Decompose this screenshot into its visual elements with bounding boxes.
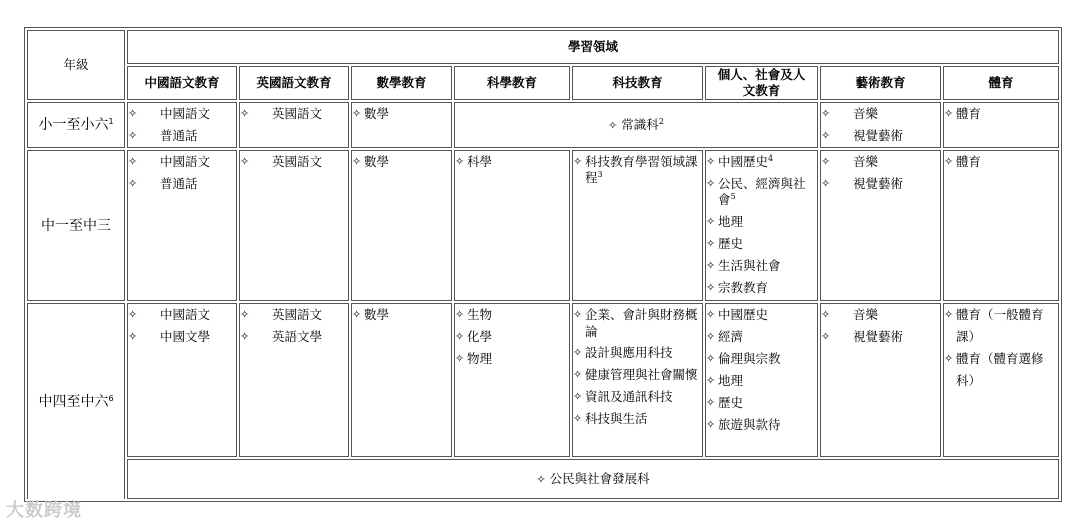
bullet-icon: ✧ — [128, 129, 138, 142]
grade-label: 小一至小六 — [38, 117, 109, 133]
subject-label: 英國語文 — [272, 307, 323, 322]
subject-label: 地理 — [718, 214, 744, 229]
subject-label: 中國語文 — [160, 307, 211, 322]
list-item — [706, 326, 817, 348]
subject-label: 體育 — [956, 106, 982, 121]
footnote-marker: 3 — [597, 169, 603, 179]
subject-label: 視覺藝術 — [853, 128, 904, 143]
subject-label: 設計與應用科技 — [585, 345, 673, 360]
list-item — [706, 348, 817, 370]
row-s4-s6-common — [27, 459, 1059, 499]
cell-s4-s6-pe — [943, 303, 1059, 457]
subject-label: 科技與生活 — [585, 411, 648, 426]
cell-s1-s3-arts — [820, 150, 941, 301]
subject-label: 公民與社會發展科 — [549, 470, 650, 486]
list-item — [944, 304, 1058, 348]
subject-label: 中國語文 — [160, 154, 211, 169]
subject-label: 生活與社會 — [718, 258, 781, 273]
header-row-1 — [27, 30, 1059, 64]
list-item — [706, 151, 817, 173]
header-row-2 — [27, 66, 1059, 100]
list-item — [944, 348, 1058, 392]
bullet-icon: ✧ — [573, 155, 583, 168]
cell-s1-s3-science — [454, 150, 570, 301]
grade-label: 中一至中三 — [41, 217, 111, 234]
bullet-icon: ✧ — [821, 177, 831, 190]
list-item — [706, 277, 817, 299]
area-header-technology: 科技教育 — [572, 66, 703, 100]
subject-label: 生物 — [467, 307, 493, 322]
bullet-icon: ✧ — [573, 390, 583, 403]
cell-s1-s3-chinese — [127, 150, 237, 301]
bullet-icon: ✧ — [455, 330, 465, 343]
subject-label: 企業、會計與財務概論 — [585, 307, 698, 339]
grade-cell-s4-s6 — [27, 303, 125, 499]
cell-s4-s6-math — [351, 303, 452, 457]
bullet-icon: ✧ — [573, 368, 583, 381]
bullet-icon: ✧ — [455, 352, 465, 365]
bullet-icon: ✧ — [706, 177, 716, 190]
cell-primary-pe — [943, 102, 1059, 148]
cell-s4-s6-pshe — [705, 303, 818, 457]
list-item — [352, 103, 451, 125]
bullet-icon: ✧ — [128, 177, 138, 190]
footnote-marker: 1 — [108, 116, 114, 126]
bullet-icon: ✧ — [706, 215, 716, 228]
watermark-logo — [6, 496, 82, 522]
cell-s1-s3-pe — [943, 150, 1059, 301]
subject-label: 視覺藝術 — [853, 329, 904, 344]
subject-label: 常識科 — [621, 116, 659, 132]
cell-s4-s6-science — [454, 303, 570, 457]
list-item — [821, 125, 940, 147]
list-item — [706, 414, 817, 436]
subject-label: 數學 — [364, 307, 390, 322]
bullet-icon: ✧ — [240, 155, 250, 168]
footnote-marker: 6 — [108, 393, 114, 403]
bullet-icon: ✧ — [706, 352, 716, 365]
cell-primary-english — [239, 102, 349, 148]
cell-s4-s6-technology — [572, 303, 703, 457]
bullet-icon: ✧ — [706, 155, 716, 168]
subject-label: 中國歷史 — [718, 307, 769, 322]
subject-label: 歷史 — [718, 395, 744, 410]
area-header-pshe-label: 個人、社會及人文教育 — [717, 67, 806, 98]
area-header-english: 英國語文教育 — [239, 66, 349, 100]
list-item — [128, 173, 236, 195]
list-item — [821, 151, 940, 173]
list-item — [706, 233, 817, 255]
list-item — [944, 151, 1058, 173]
list-item — [706, 370, 817, 392]
area-header-chinese: 中國語文教育 — [127, 66, 237, 100]
list-item — [573, 364, 702, 386]
grade-header: 年級 — [27, 30, 125, 100]
cell-s4-s6-chinese — [127, 303, 237, 457]
cell-s4-s6-english — [239, 303, 349, 457]
list-item — [821, 103, 940, 125]
bullet-icon: ✧ — [573, 412, 583, 425]
subject-label: 中國語文 — [160, 106, 211, 121]
list-item — [455, 326, 569, 348]
bullet-icon: ✧ — [240, 107, 250, 120]
list-item — [240, 304, 348, 326]
area-header-science: 科學教育 — [454, 66, 570, 100]
subject-label: 經濟 — [718, 329, 744, 344]
grade-label: 中四至中六 — [38, 393, 109, 410]
subject-label: 英語文學 — [272, 329, 323, 344]
bullet-icon: ✧ — [573, 308, 583, 321]
bullet-icon: ✧ — [608, 118, 618, 132]
cell-s1-s3-math — [351, 150, 452, 301]
bullet-icon: ✧ — [573, 346, 583, 359]
list-item — [128, 125, 236, 147]
area-header-pe: 體育 — [943, 66, 1059, 100]
learning-area-header: 學習領域 — [127, 30, 1059, 64]
subject-label: 普通話 — [160, 128, 198, 143]
cell-primary-chinese — [127, 102, 237, 148]
subject-label: 英國語文 — [272, 106, 323, 121]
footnote-marker: 2 — [658, 116, 664, 126]
list-item — [128, 151, 236, 173]
bullet-icon: ✧ — [944, 308, 954, 321]
subject-label: 英國語文 — [272, 154, 323, 169]
subject-label: 資訊及通訊科技 — [585, 389, 673, 404]
subject-label: 地理 — [718, 373, 744, 388]
subject-label: 宗教教育 — [718, 280, 769, 295]
list-item — [944, 103, 1058, 125]
list-item — [706, 255, 817, 277]
list-item — [240, 326, 348, 348]
bullet-icon: ✧ — [706, 330, 716, 343]
bullet-icon: ✧ — [352, 155, 362, 168]
list-item — [706, 392, 817, 414]
grade-cell-primary — [27, 102, 125, 148]
list-item — [706, 211, 817, 233]
subject-label: 旅遊與款待 — [718, 417, 781, 432]
curriculum-table — [24, 27, 1062, 502]
area-header-arts: 藝術教育 — [820, 66, 941, 100]
list-item — [240, 103, 348, 125]
subject-label: 中國歷史 — [718, 154, 769, 169]
bullet-icon: ✧ — [706, 237, 716, 250]
curriculum-table-wrapper — [24, 27, 1062, 502]
list-item — [352, 304, 451, 326]
watermark-label: 大数跨境 — [6, 500, 82, 521]
bullet-icon: ✧ — [821, 129, 831, 142]
bullet-icon: ✧ — [944, 155, 954, 168]
list-item — [128, 304, 236, 326]
subject-label: 化學 — [467, 329, 493, 344]
subject-label: 健康管理與社會關懷 — [585, 367, 698, 382]
row-s4-s6 — [27, 303, 1059, 457]
footnote-marker: 5 — [730, 191, 736, 201]
bullet-icon: ✧ — [455, 155, 465, 168]
subject-label: 物理 — [467, 351, 493, 366]
subject-label: 科學 — [467, 154, 493, 169]
list-item — [128, 326, 236, 348]
bullet-icon: ✧ — [352, 308, 362, 321]
bullet-icon: ✧ — [240, 330, 250, 343]
row-primary — [27, 102, 1059, 148]
bullet-icon: ✧ — [128, 107, 138, 120]
cell-primary-general-studies — [454, 102, 818, 148]
list-item — [455, 348, 569, 370]
subject-label: 數學 — [364, 154, 390, 169]
bullet-icon: ✧ — [821, 155, 831, 168]
area-header-pshe — [705, 66, 818, 100]
list-item — [455, 151, 569, 173]
subject-label: 倫理與宗教 — [718, 351, 781, 366]
subject-label: 體育（體育選修科） — [956, 351, 1044, 388]
area-header-math: 數學教育 — [351, 66, 452, 100]
list-item — [706, 304, 817, 326]
cell-s1-s3-technology — [572, 150, 703, 301]
bullet-icon: ✧ — [455, 308, 465, 321]
subject-label: 音樂 — [853, 154, 879, 169]
subject-label: 音樂 — [853, 106, 879, 121]
bullet-icon: ✧ — [706, 396, 716, 409]
bullet-icon: ✧ — [352, 107, 362, 120]
subject-label: 數學 — [364, 106, 390, 121]
list-item — [455, 304, 569, 326]
bullet-icon: ✧ — [536, 472, 546, 486]
bullet-icon: ✧ — [944, 352, 954, 365]
bullet-icon: ✧ — [706, 308, 716, 321]
list-item — [821, 326, 940, 348]
subject-label: 音樂 — [853, 307, 879, 322]
list-item — [706, 173, 817, 211]
subject-label: 中國文學 — [160, 329, 211, 344]
list-item — [352, 151, 451, 173]
bullet-icon: ✧ — [821, 308, 831, 321]
subject-label: 普通話 — [160, 176, 198, 191]
list-item — [573, 304, 702, 342]
bullet-icon: ✧ — [706, 418, 716, 431]
cell-primary-arts — [820, 102, 941, 148]
subject-label: 視覺藝術 — [853, 176, 904, 191]
footnote-marker: 4 — [768, 153, 774, 163]
row-s1-s3 — [27, 150, 1059, 301]
list-item — [573, 342, 702, 364]
list-item — [128, 103, 236, 125]
subject-label: 公民、經濟與社會 — [718, 176, 806, 207]
bullet-icon: ✧ — [128, 155, 138, 168]
subject-label: 體育（一般體育課） — [956, 307, 1044, 344]
list-item — [573, 408, 702, 430]
list-item — [821, 304, 940, 326]
bullet-icon: ✧ — [821, 107, 831, 120]
list-item — [821, 173, 940, 195]
list-item — [240, 151, 348, 173]
cell-s1-s3-pshe — [705, 150, 818, 301]
bullet-icon: ✧ — [706, 281, 716, 294]
bullet-icon: ✧ — [128, 330, 138, 343]
bullet-icon: ✧ — [240, 308, 250, 321]
list-item — [573, 386, 702, 408]
cell-primary-math — [351, 102, 452, 148]
cell-s4-s6-arts — [820, 303, 941, 457]
bullet-icon: ✧ — [706, 374, 716, 387]
subject-label: 歷史 — [718, 236, 744, 251]
bullet-icon: ✧ — [128, 308, 138, 321]
bullet-icon: ✧ — [821, 330, 831, 343]
subject-label: 科技教育學習領域課程 — [585, 154, 698, 185]
cell-citizenship — [127, 459, 1059, 499]
list-item — [573, 151, 702, 186]
bullet-icon: ✧ — [944, 107, 954, 120]
subject-label: 體育 — [956, 154, 982, 169]
cell-s1-s3-english — [239, 150, 349, 301]
grade-cell-s1-s3 — [27, 150, 125, 301]
bullet-icon: ✧ — [706, 259, 716, 272]
